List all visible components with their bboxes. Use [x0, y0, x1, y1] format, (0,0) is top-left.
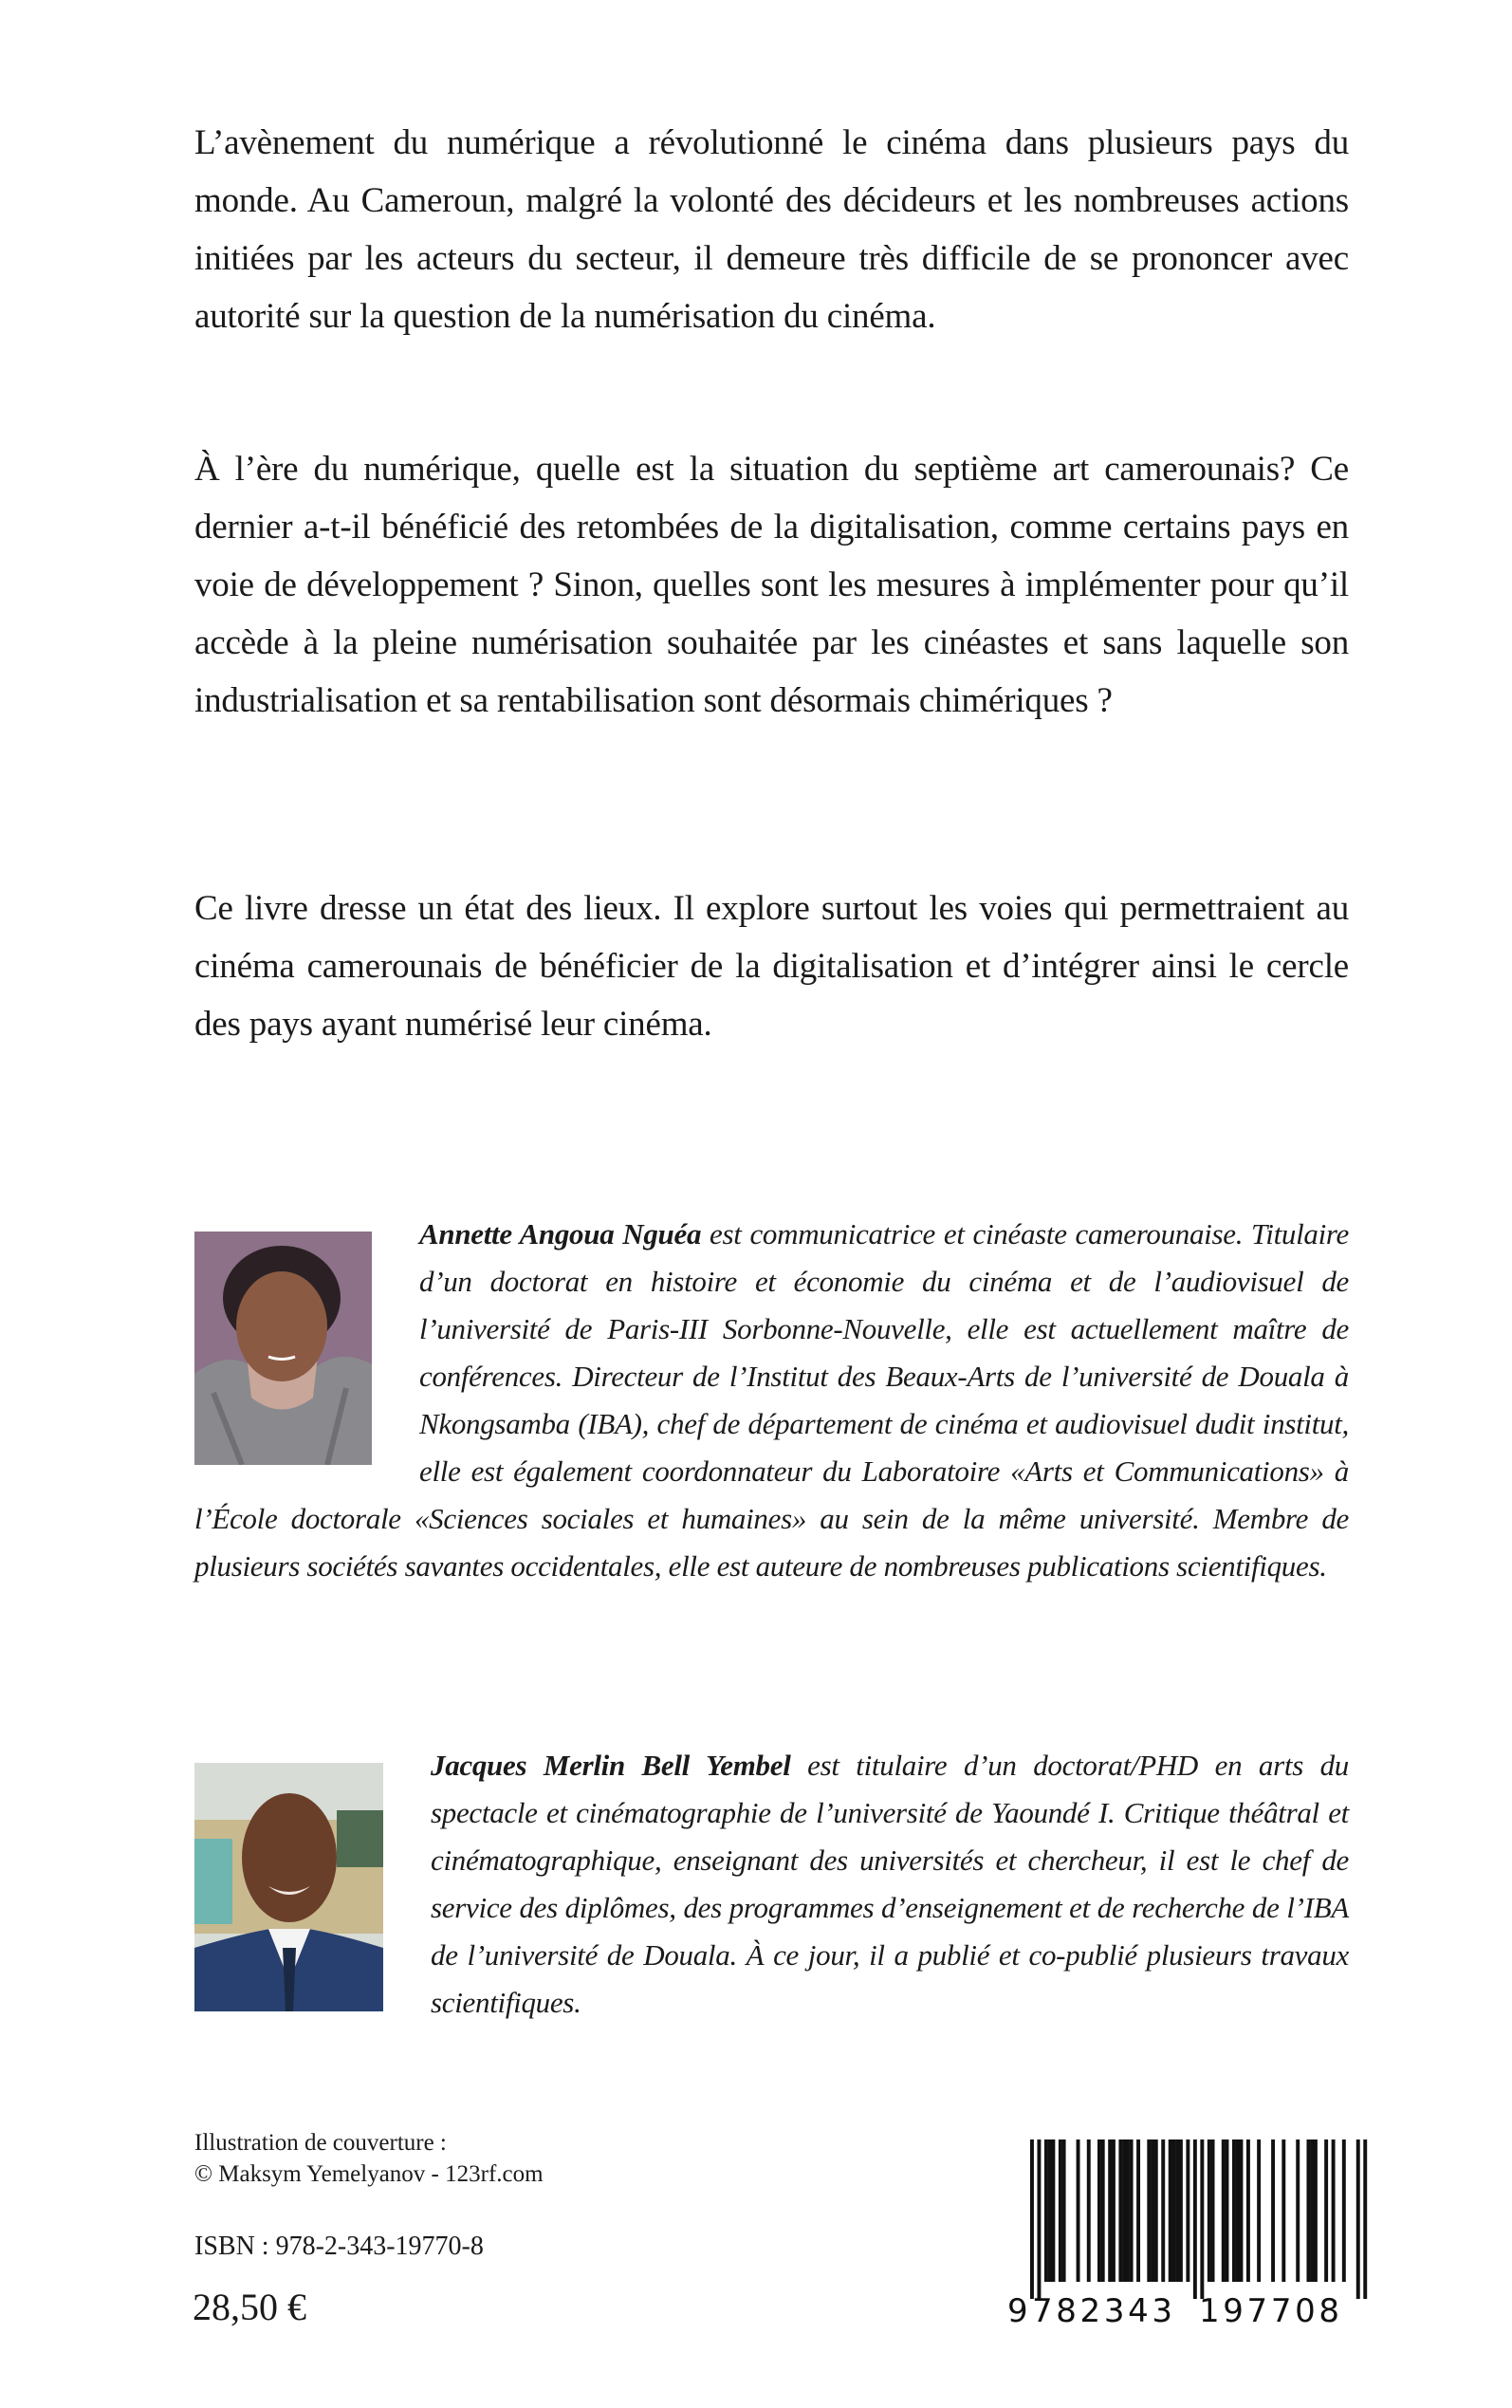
illustration-credit: © Maksym Yemelyanov - 123rf.com: [194, 2161, 544, 2187]
barcode-bar: [1246, 2139, 1250, 2282]
author-bio-text-2: est titulaire d’un doctorat/PHD en arts du spectacle et cinématographie de l’université de Yaoundé I. Critique théâtral et cinématographique, enseignant des universités et chercheur, il est le chef de service des diplômes, des programmes d’enseignement et de recherche de l’IBA de l’université de Douala. À ce jour, il a publié et co-publié plusieurs travaux scientifiques.: [431, 1749, 1349, 2019]
barcode-bar: [1175, 2139, 1179, 2282]
barcode-bar: [1169, 2139, 1172, 2282]
barcode-bar: [1310, 2139, 1314, 2282]
author-name-1: Annette Angoua Nguéa: [419, 1217, 702, 1250]
barcode-digit-first: 9: [1007, 2292, 1028, 2325]
price: 28,50 €: [193, 2286, 306, 2328]
barcode-bar: [1208, 2139, 1211, 2282]
barcode-bar: [1048, 2139, 1052, 2282]
barcode-bar: [1226, 2139, 1229, 2282]
barcode-bar: [1130, 2139, 1134, 2282]
barcode-bar: [1200, 2139, 1204, 2299]
barcode-bar: [1257, 2139, 1261, 2282]
barcode-bar: [1239, 2139, 1243, 2282]
barcode-bar: [1108, 2139, 1112, 2282]
barcode-bar: [1179, 2139, 1183, 2282]
barcode-bar: [1222, 2139, 1226, 2282]
barcode-bar: [1332, 2139, 1336, 2282]
barcode-bar: [1118, 2139, 1122, 2282]
barcode-bar: [1171, 2139, 1175, 2282]
author-photo-jacques: [194, 1763, 383, 2011]
barcode-bar: [1059, 2139, 1062, 2282]
cover-credits: [194, 2127, 544, 2190]
barcode-bar: [1363, 2139, 1367, 2299]
barcode-bar: [1211, 2139, 1215, 2282]
barcode-bars: [1030, 2139, 1367, 2299]
barcode-bar: [1122, 2139, 1126, 2282]
author-bio-2: [194, 1742, 1349, 2027]
illustration-label: Illustration de couverture :: [194, 2130, 447, 2156]
barcode-bar: [1077, 2139, 1080, 2282]
description-paragraph-1: L’avènement du numérique a révolutionné le cinéma dans plusieurs pays du monde. Au Cameroun, malgré la volonté des décideurs et les nombreuses actions initiées par les acteurs du secteur, il demeure très difficile de se prononcer avec autorité sur la question de la numérisation du cinéma.: [194, 123, 1349, 336]
description-paragraph-3: Ce livre dresse un état des lieux. Il explore surtout les voies qui permettraient au cinéma camerounais de bénéficier de la digitalisation et d’intégrer ainsi le cercle des pays ayant numérisé leur cinéma.: [194, 889, 1349, 1044]
barcode-bar: [1271, 2139, 1275, 2282]
barcode-bar: [1126, 2139, 1130, 2282]
isbn: ISBN : 978-2-343-19770-8: [194, 2232, 484, 2261]
barcode-digits-right: 197708: [1199, 2292, 1339, 2325]
barcode-bar: [1193, 2139, 1197, 2299]
barcode-bar: [1062, 2139, 1066, 2282]
barcode-bar: [1087, 2139, 1091, 2282]
barcode-bar: [1324, 2139, 1328, 2282]
barcode-bar: [1112, 2139, 1116, 2282]
barcode-bar: [1282, 2139, 1285, 2282]
author-bio-1: [194, 1211, 1349, 1590]
description-paragraph-2: À l’ère du numérique, quelle est la situation du septième art camerounais? Ce dernier a-t-il bénéficié des retombées de la digitalisation, comme certains pays en voie de développement ? Sinon, quelles sont les mesures à implémenter pour qu’il accède à la pleine numérisation souhaitée par les cinéastes et sans laquelle son industrialisation et sa rentabilisation sont désormais chimériques ?: [194, 450, 1349, 720]
barcode-bar: [1342, 2139, 1346, 2282]
isbn-barcode: [1005, 2139, 1375, 2325]
barcode-bar: [1051, 2139, 1055, 2282]
barcode-bar: [1161, 2139, 1165, 2282]
barcode-bar: [1296, 2139, 1300, 2282]
barcode-bar: [1044, 2139, 1048, 2282]
barcode-bar: [1030, 2139, 1034, 2299]
author-photo-annette: [194, 1232, 372, 1465]
barcode-bar: [1236, 2139, 1240, 2282]
barcode-bar: [1037, 2139, 1041, 2299]
author-name-2: Jacques Merlin Bell Yembel: [431, 1749, 791, 1782]
barcode-bar: [1154, 2139, 1158, 2282]
barcode-bar: [1186, 2139, 1189, 2282]
barcode-bar: [1151, 2139, 1154, 2282]
barcode-bar: [1097, 2139, 1101, 2282]
barcode-bar: [1306, 2139, 1310, 2282]
barcode-bar: [1356, 2139, 1360, 2299]
barcode-bar: [1147, 2139, 1151, 2282]
barcode-bar: [1136, 2139, 1140, 2282]
barcode-bar: [1101, 2139, 1105, 2282]
barcode-bar: [1232, 2139, 1236, 2282]
barcode-digits-left: 782343: [1032, 2292, 1172, 2325]
barcode-bar: [1314, 2139, 1318, 2282]
author-bio-text-1: est communicatrice et cinéaste camerounaise. Titulaire d’un doctorat en histoire et économie du cinéma et de l’audiovisuel de l’université de Paris-III Sorbonne-Nouvelle, elle est actuellement maître de conférences. Directeur de l’Institut des Beaux-Arts de l’université de Douala à Nkongsamba (IBA), chef de département de cinéma et audiovisuel dudit institut, elle est également coordonnateur du Laboratoire «Arts et Communications» à l’École doctorale «Sciences sociales et humaines» au sein de la même université. Membre de plusieurs sociétés savantes occidentales, elle est auteure de nombreuses publications scientifiques.: [194, 1217, 1349, 1583]
